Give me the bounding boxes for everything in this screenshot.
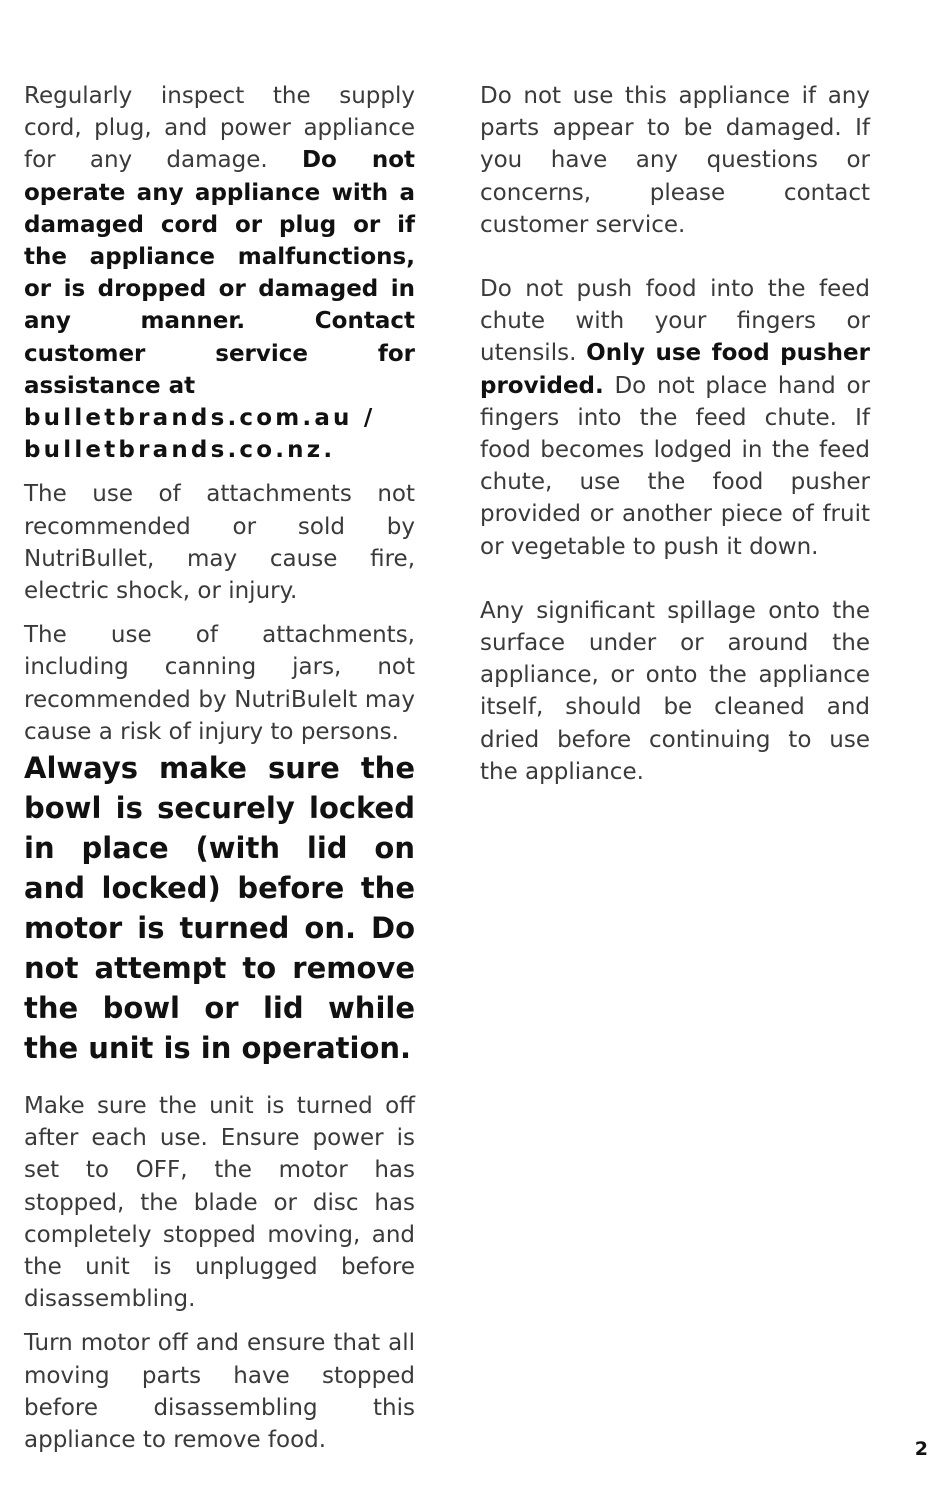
damaged-parts-paragraph: Do not use this appliance if any parts appear to be damaged. If you have any questions or concerns, please contact customer service.	[480, 83, 870, 238]
website-au-link[interactable]: bulletbrands.com.au /	[24, 405, 376, 432]
feed-chute-paragraph	[480, 273, 870, 563]
attachments-fire-paragraph: The use of attachments not recommended or sold by NutriBullet, may cause fire, electric shock, or injury.	[24, 481, 415, 605]
spillage-paragraph: Any significant spillage onto the surface under or around the appliance, or onto the appliance itself, should be cleaned and dried before continuing to use the appliance.	[480, 597, 870, 785]
right-column	[480, 80, 870, 788]
food-pusher-bold-text: Only use food pusher provided.	[480, 340, 870, 399]
attachments-injury-paragraph: The use of attachments, including canning jars, not recommended by NutriBulelt may cause a risk of injury to persons.	[24, 622, 415, 745]
cord-inspection-text: Regularly inspect the supply cord, plug, and power appliance for any damage.	[24, 83, 415, 174]
left-column	[24, 80, 415, 1456]
bowl-lock-warning: Always make sure the bowl is securely locked in place (with lid on and locked) before the motor is turned on. Do not attempt to remove the bowl or lid while the unit is in operation.	[24, 751, 415, 1066]
feed-chute-text-post: Do not place hand or fingers into the feed chute. If food becomes lodged in the feed chute, use the food pusher provided or another piece of fruit or vegetable to push it down.	[480, 372, 870, 560]
cord-inspection-bold-text: Do not operate any appliance with a damaged cord or plug or if the appliance malfunctions, or is dropped or damaged in any manner. Contact customer service for assistance at	[24, 147, 415, 399]
website-nz-link[interactable]: bulletbrands.co.nz.	[24, 437, 336, 464]
cord-inspection-paragraph	[24, 80, 415, 466]
feed-chute-text-pre: Do not push food into the feed chute with your fingers or utensils.	[480, 276, 870, 367]
turn-off-paragraph: Make sure the unit is turned off after each use. Ensure power is set to OFF, the motor has stopped, the blade or disc has completely stopped moving, and the unit is unplugged before disassembling.	[24, 1093, 415, 1313]
page-number: 2	[914, 1438, 928, 1460]
motor-off-paragraph: Turn motor off and ensure that all moving parts have stopped before disassembling this appliance to remove food.	[24, 1330, 415, 1454]
